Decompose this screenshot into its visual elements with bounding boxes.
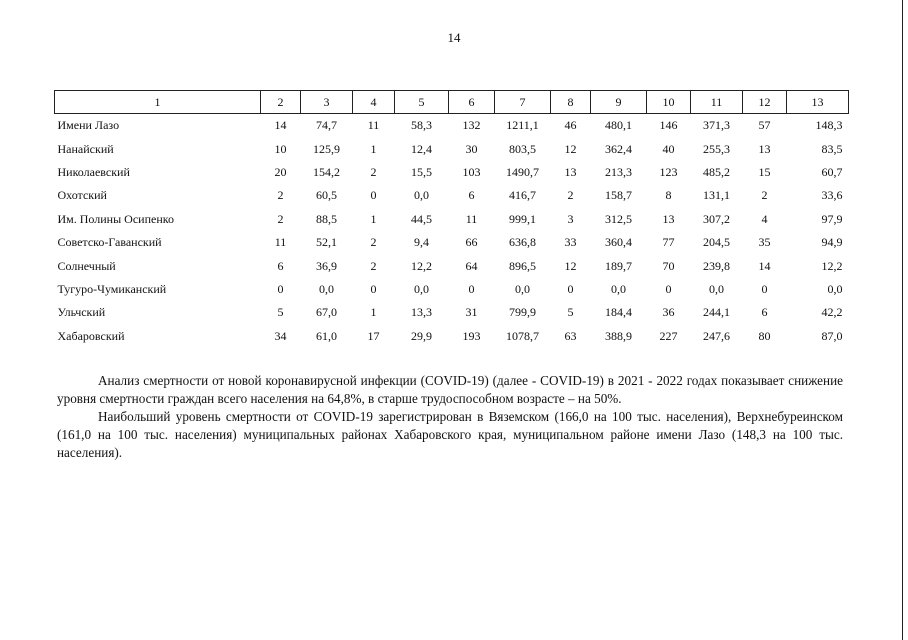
table-cell: 11 xyxy=(465,211,478,226)
district-name-cell: Советско-Гаванский xyxy=(57,235,162,250)
table-cell: 87,0 xyxy=(821,328,843,343)
table-row xyxy=(55,208,849,231)
table-cell: 244,1 xyxy=(703,305,730,320)
table-cell: 2 xyxy=(277,211,284,226)
table-cell: 34 xyxy=(274,328,287,343)
table-row xyxy=(55,184,849,207)
table-cell: 2 xyxy=(370,235,377,250)
page-edge-line xyxy=(902,0,903,640)
table-cell: 485,2 xyxy=(703,164,730,179)
table-cell: 12 xyxy=(564,258,577,273)
column-header: 7 xyxy=(495,91,551,114)
table-cell: 0 xyxy=(567,281,574,296)
table-cell: 58,3 xyxy=(411,118,432,133)
table-cell: 17 xyxy=(367,328,380,343)
table-cell: 30 xyxy=(465,141,478,156)
table-cell: 94,9 xyxy=(821,235,843,250)
table-cell: 125,9 xyxy=(313,141,340,156)
column-header: 9 xyxy=(591,91,647,114)
table-cell: 46 xyxy=(564,118,577,133)
column-header: 1 xyxy=(55,91,261,114)
table-cell: 123 xyxy=(659,164,678,179)
table-cell: 1490,7 xyxy=(506,164,539,179)
table-cell: 416,7 xyxy=(509,188,536,203)
paragraph: Анализ смертности от новой коронавирусной инфекции (COVID-19) (далее - COVID-19) в 2021 - 2022 годах показывает снижение уровня смертности граждан всего населения на 64,8%, в старше трудоспособном возрасте – на 50%. xyxy=(57,373,843,406)
table-cell: 11 xyxy=(367,118,380,133)
table-cell: 12,2 xyxy=(411,258,432,273)
district-name-cell: Охотский xyxy=(57,188,107,203)
table-cell: 0 xyxy=(370,281,377,296)
district-name-cell: Николаевский xyxy=(57,164,130,179)
column-header: 8 xyxy=(551,91,591,114)
table-cell: 70 xyxy=(662,258,675,273)
district-name-cell: Имени Лазо xyxy=(57,118,120,133)
table-cell: 60,7 xyxy=(821,164,843,179)
table-cell: 146 xyxy=(659,118,678,133)
column-header: 10 xyxy=(647,91,691,114)
table-cell: 13,3 xyxy=(411,305,432,320)
table-cell: 77 xyxy=(662,235,675,250)
table-cell: 33 xyxy=(564,235,577,250)
table-cell: 0,0 xyxy=(611,281,626,296)
table-cell: 31 xyxy=(465,305,478,320)
table-cell: 154,2 xyxy=(313,164,340,179)
column-header: 13 xyxy=(787,91,849,114)
table-cell: 13 xyxy=(564,164,577,179)
table-header-row xyxy=(55,91,849,114)
table-cell: 14 xyxy=(274,118,287,133)
table-cell: 184,4 xyxy=(605,305,632,320)
table-cell: 67,0 xyxy=(316,305,337,320)
table-cell: 57 xyxy=(758,118,771,133)
table-cell: 239,8 xyxy=(703,258,730,273)
table-cell: 1 xyxy=(370,211,377,226)
column-header: 5 xyxy=(395,91,449,114)
table-cell: 0,0 xyxy=(319,281,334,296)
table-cell: 5 xyxy=(277,305,284,320)
table-row xyxy=(55,231,849,254)
table-cell: 11 xyxy=(274,235,287,250)
table-cell: 999,1 xyxy=(509,211,536,226)
table-cell: 66 xyxy=(465,235,478,250)
table-cell: 44,5 xyxy=(411,211,432,226)
column-header: 6 xyxy=(449,91,495,114)
table-row xyxy=(55,325,849,348)
table-cell: 360,4 xyxy=(605,235,632,250)
page-number: 14 xyxy=(447,30,461,45)
table-cell: 0,0 xyxy=(709,281,724,296)
table-cell: 20 xyxy=(274,164,287,179)
table-cell: 52,1 xyxy=(316,235,337,250)
table-row xyxy=(55,301,849,324)
table-cell: 0 xyxy=(370,188,377,203)
table-cell: 1078,7 xyxy=(506,328,539,343)
table-cell: 131,1 xyxy=(703,188,730,203)
table-cell: 36 xyxy=(662,305,675,320)
table-cell: 8 xyxy=(665,188,672,203)
table-cell: 6 xyxy=(468,188,475,203)
column-header: 3 xyxy=(301,91,353,114)
table-cell: 42,2 xyxy=(821,305,843,320)
table-cell: 14 xyxy=(758,258,771,273)
table-body xyxy=(55,114,849,348)
table-cell: 0,0 xyxy=(827,281,843,296)
table-cell: 103 xyxy=(462,164,481,179)
table-cell: 213,3 xyxy=(605,164,632,179)
column-header: 12 xyxy=(743,91,787,114)
table-cell: 803,5 xyxy=(509,141,536,156)
district-name-cell: Нанайский xyxy=(57,141,114,156)
table-cell: 10 xyxy=(274,141,287,156)
district-name-cell: Тугуро-Чумиканский xyxy=(57,281,167,296)
table-cell: 6 xyxy=(277,258,284,273)
table-cell: 0 xyxy=(665,281,672,296)
table-cell: 97,9 xyxy=(821,211,843,226)
district-name-cell: Им. Полины Осипенко xyxy=(57,211,174,226)
table-cell: 255,3 xyxy=(703,141,730,156)
table-cell: 1 xyxy=(370,141,377,156)
table-cell: 4 xyxy=(761,211,768,226)
mortality-table xyxy=(54,90,849,348)
table-cell: 13 xyxy=(758,141,771,156)
table-cell: 158,7 xyxy=(605,188,632,203)
table-cell: 371,3 xyxy=(703,118,730,133)
paragraph: Наибольший уровень смертности от COVID-19 зарегистрирован в Вяземском (166,0 на 100 тыс. населения), Верхнебуреинском (161,0 на 100 тыс. населения) муниципальных районах Хабаровского края, муниципальном районе имени Лазо (148,3 на 100 тыс. населения). xyxy=(57,409,843,460)
table-cell: 2 xyxy=(277,188,284,203)
table-cell: 2 xyxy=(567,188,574,203)
table-cell: 83,5 xyxy=(821,141,843,156)
table-cell: 9,4 xyxy=(414,235,429,250)
column-header: 2 xyxy=(261,91,301,114)
table-cell: 33,6 xyxy=(821,188,843,203)
table-cell: 247,6 xyxy=(703,328,730,343)
table-cell: 799,9 xyxy=(509,305,536,320)
district-name-cell: Солнечный xyxy=(57,258,116,273)
table-cell: 312,5 xyxy=(605,211,632,226)
table-cell: 227 xyxy=(659,328,678,343)
table-cell: 64 xyxy=(465,258,478,273)
table-row xyxy=(55,114,849,138)
table-cell: 60,5 xyxy=(316,188,337,203)
table-cell: 36,9 xyxy=(316,258,337,273)
table-cell: 0,0 xyxy=(515,281,530,296)
table-row xyxy=(55,161,849,184)
table-cell: 12,2 xyxy=(821,258,843,273)
table-cell: 148,3 xyxy=(815,118,843,133)
table-cell: 2 xyxy=(370,258,377,273)
table-cell: 35 xyxy=(758,235,771,250)
column-header: 4 xyxy=(353,91,395,114)
table-row xyxy=(55,254,849,277)
table-cell: 6 xyxy=(761,305,768,320)
district-name-cell: Хабаровский xyxy=(57,328,125,343)
table-cell: 61,0 xyxy=(316,328,337,343)
table-cell: 74,7 xyxy=(316,118,337,133)
table-cell: 88,5 xyxy=(316,211,337,226)
table-cell: 307,2 xyxy=(703,211,730,226)
table-cell: 1211,1 xyxy=(506,118,539,133)
table-cell: 132 xyxy=(462,118,481,133)
column-header: 11 xyxy=(691,91,743,114)
table-cell: 1 xyxy=(370,305,377,320)
table-cell: 193 xyxy=(462,328,481,343)
table-cell: 15,5 xyxy=(411,164,432,179)
table-cell: 0,0 xyxy=(414,188,429,203)
table-cell: 2 xyxy=(370,164,377,179)
table-cell: 480,1 xyxy=(605,118,632,133)
table-cell: 636,8 xyxy=(509,235,536,250)
district-name-cell: Ульчский xyxy=(57,305,106,320)
table-cell: 896,5 xyxy=(509,258,536,273)
table-cell: 0 xyxy=(277,281,284,296)
table-cell: 29,9 xyxy=(411,328,432,343)
table-row xyxy=(55,137,849,160)
table-cell: 204,5 xyxy=(703,235,730,250)
table-cell: 63 xyxy=(564,328,577,343)
table-cell: 2 xyxy=(761,188,768,203)
table-cell: 80 xyxy=(758,328,771,343)
analysis-text xyxy=(57,372,843,462)
table-cell: 12,4 xyxy=(411,141,432,156)
table-row xyxy=(55,278,849,301)
table-cell: 40 xyxy=(662,141,675,156)
table-cell: 12 xyxy=(564,141,577,156)
table-cell: 0 xyxy=(468,281,475,296)
table-cell: 388,9 xyxy=(605,328,632,343)
table-cell: 13 xyxy=(662,211,675,226)
table-cell: 362,4 xyxy=(605,141,632,156)
table-cell: 0 xyxy=(761,281,768,296)
table-cell: 189,7 xyxy=(605,258,632,273)
table-cell: 15 xyxy=(758,164,771,179)
table-cell: 3 xyxy=(567,211,574,226)
table-cell: 0,0 xyxy=(414,281,429,296)
table-cell: 5 xyxy=(567,305,574,320)
